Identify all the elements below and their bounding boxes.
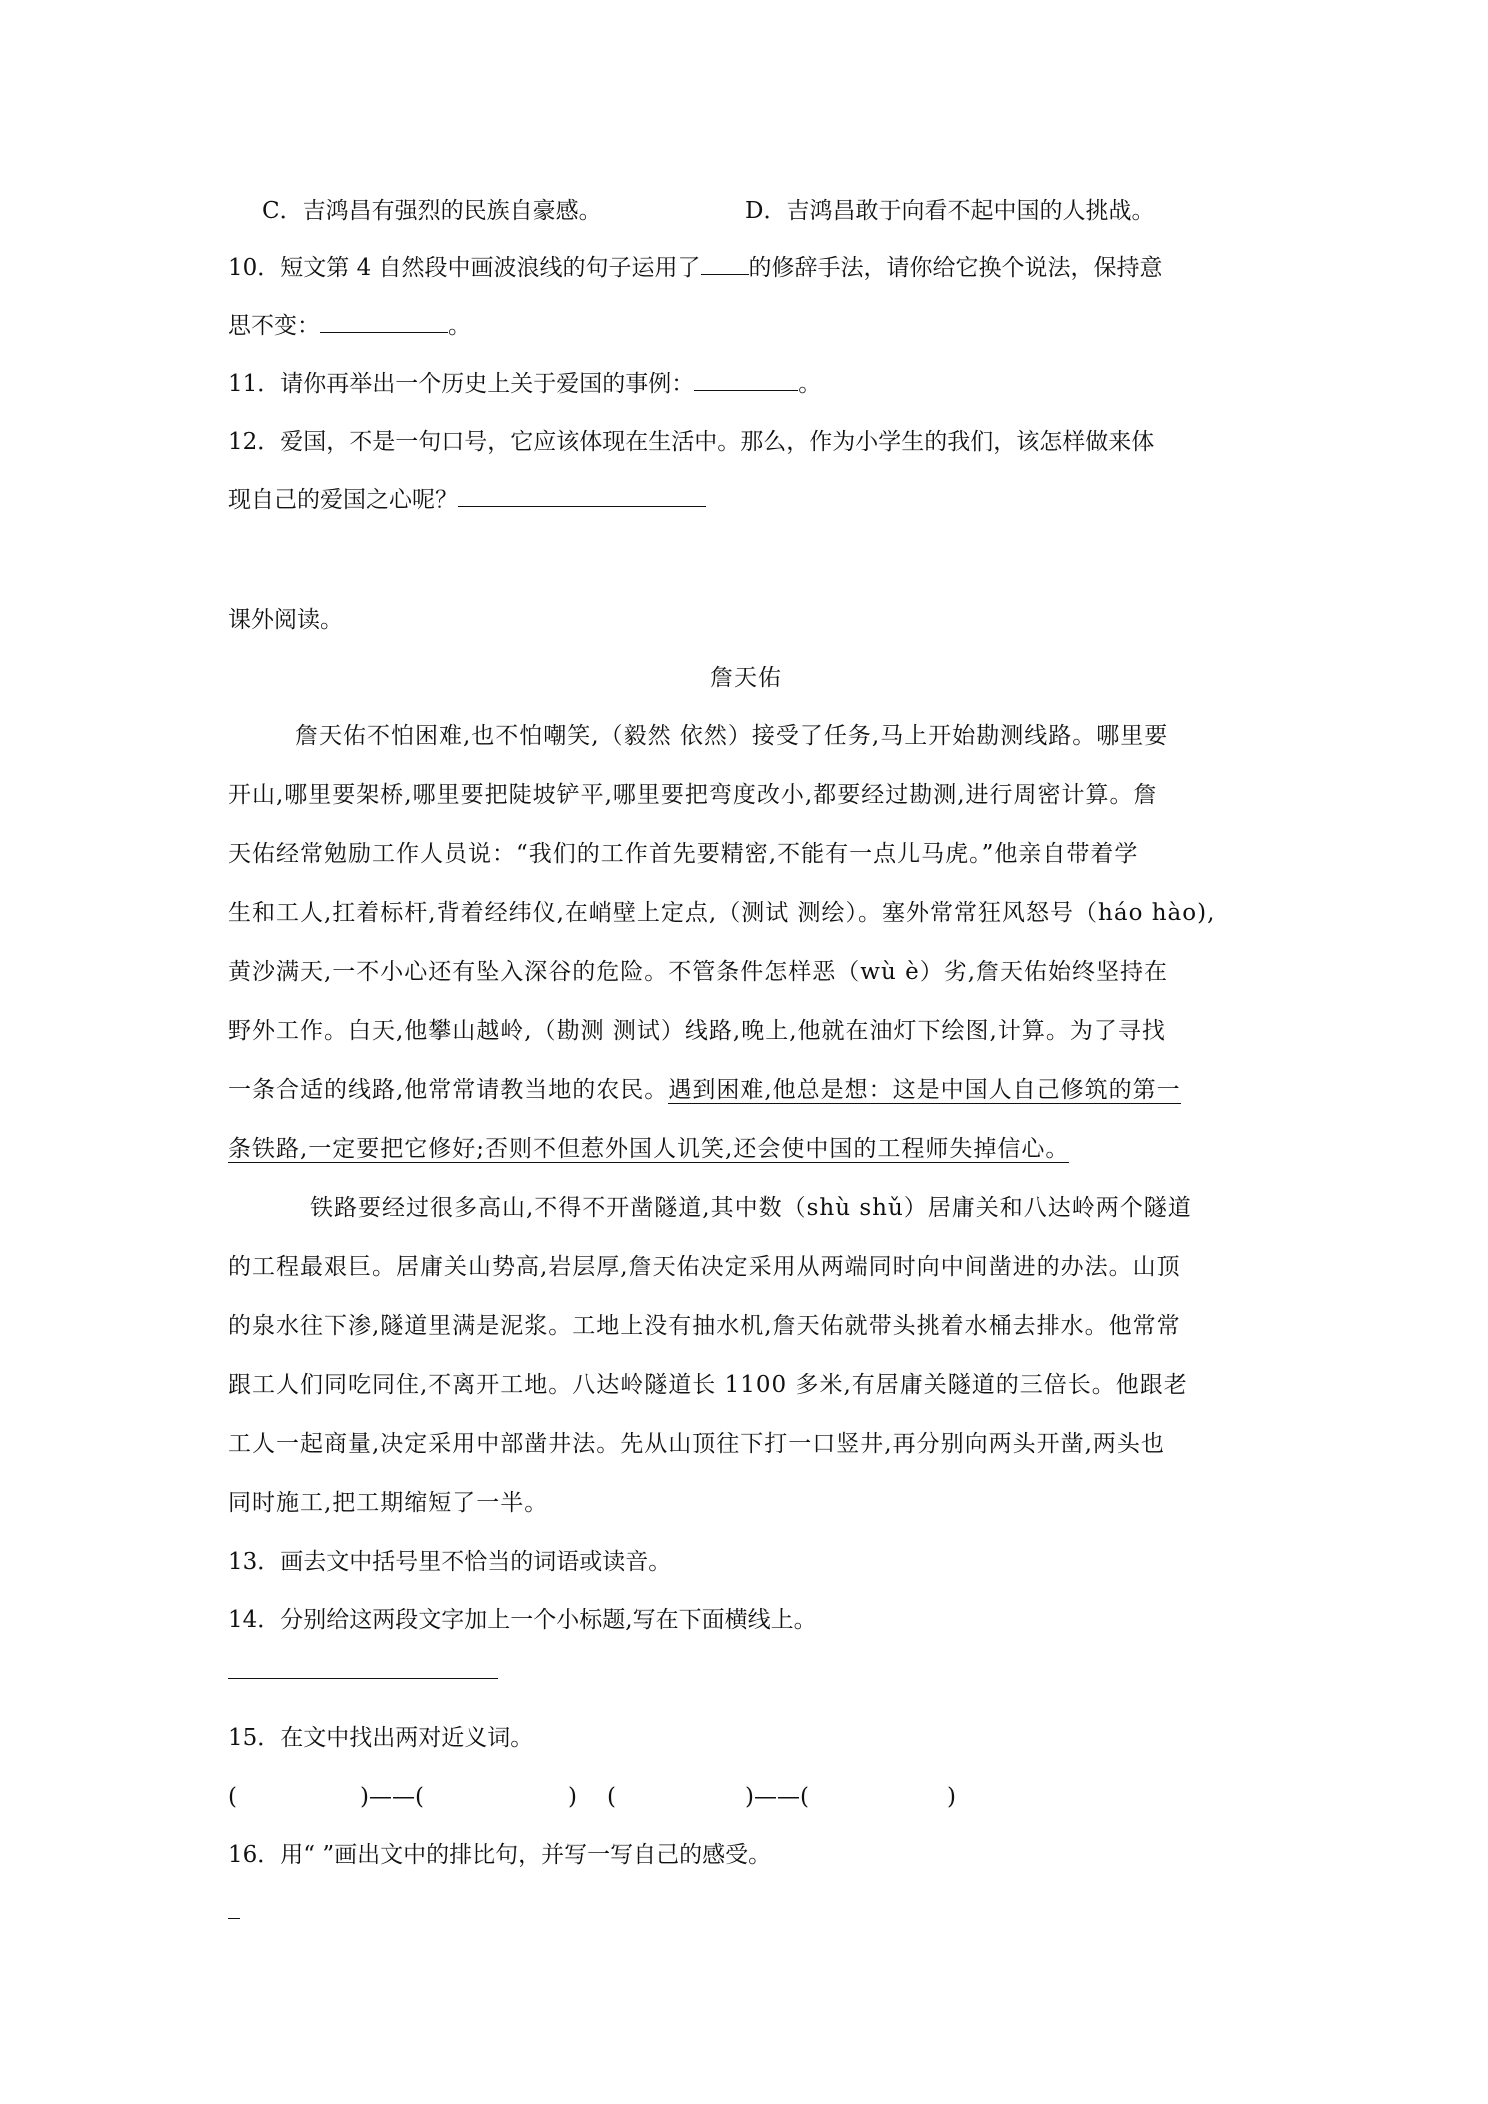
q10-end: 。 (448, 313, 471, 339)
q12-line2-text: 现自己的爱国之心呢？ (228, 487, 458, 513)
q10-blank-rhetoric[interactable] (701, 252, 749, 275)
para2-line2: 的工程最艰巨。居庸关山势高,岩层厚,詹天佑决定采用从两端同时向中间凿进的办法。山顶 (228, 1254, 1181, 1280)
para1-line6: 野外工作。白天,他攀山越岭,（勘测 测试）线路,晚上,他就在油灯下绘图,计算。为了寻找 (228, 1018, 1166, 1044)
para2-line1: 铁路要经过很多高山,不得不开凿隧道,其中数（shù shǔ）居庸关和八达岭两个隧道 (310, 1195, 1192, 1221)
para1-line7 (228, 1070, 1181, 1110)
q11-blank[interactable] (694, 368, 798, 391)
q12-blank[interactable] (458, 484, 706, 507)
q15-pair-2-close: ) (947, 1784, 956, 1810)
q15-pair-2-mid: )——( (745, 1784, 809, 1810)
para1-line8 (228, 1129, 1069, 1169)
q14-answer-line[interactable] (228, 1678, 498, 1679)
para1-line1: 詹天佑不怕困难,也不怕嘲笑,（毅然 依然）接受了任务,马上开始勘测线路。哪里要 (295, 723, 1169, 749)
q13-text: 13．画去文中括号里不恰当的词语或读音。 (228, 1549, 672, 1575)
para2-line6: 同时施工,把工期缩短了一半。 (228, 1490, 549, 1516)
q10-line2 (228, 306, 471, 346)
para2-line5: 工人一起商量,决定采用中部凿井法。先从山顶往下打一口竖井,再分别向两头开凿,两头也 (228, 1431, 1165, 1457)
para2-line4: 跟工人们同吃同住,不离开工地。八达岭隧道长 1100 多米,有居庸关隧道的三倍长。他跟老 (228, 1372, 1188, 1398)
q11-text: 11．请你再举出一个历史上关于爱国的事例： (228, 371, 695, 397)
q16-answer-line[interactable] (228, 1918, 240, 1919)
q15-pair-2-open: ( (607, 1784, 616, 1810)
passage-title: 詹天佑 (710, 665, 782, 691)
q15-text: 15．在文中找出两对近义词。 (228, 1725, 534, 1751)
q12-line1: 12．爱国，不是一句口号，它应该体现在生活中。那么，作为小学生的我们，该怎样做来体 (228, 429, 1155, 455)
q16-text: 16．用“ ”画出文中的排比句，并写一写自己的感受。 (228, 1842, 772, 1868)
q10-line1 (228, 248, 1163, 288)
q15-pair-1-mid: )——( (360, 1784, 424, 1810)
q9-option-d: D．吉鸿昌敢于向看不起中国的人挑战。 (745, 198, 1155, 224)
q15-pair-1-close: ) (568, 1784, 577, 1810)
q10-text-part1: 10．短文第 4 自然段中画波浪线的句子运用了 (228, 255, 701, 281)
para1-line7-plain: 一条合适的线路,他常常请教当地的农民。 (228, 1077, 669, 1103)
para1-line4: 生和工人,扛着标杆,背着经纬仪,在峭壁上定点,（测试 测绘）。塞外常常狂风怒号（háo hào), (228, 900, 1216, 926)
q10-blank-rewrite[interactable] (320, 310, 448, 333)
para1-line2: 开山,哪里要架桥,哪里要把陡坡铲平,哪里要把弯度改小,都要经过勘测,进行周密计算。詹 (228, 782, 1158, 808)
section-title: 课外阅读。 (228, 607, 343, 633)
q10-text-part2: 的修辞手法，请你给它换个说法，保持意 (748, 255, 1163, 281)
para1-line3: 天佑经常勉励工作人员说：“我们的工作首先要精密,不能有一点儿马虎。”他亲自带着学 (228, 841, 1139, 867)
q14-text: 14．分别给这两段文字加上一个小标题,写在下面横线上。 (228, 1607, 817, 1633)
underlined-sentence-part2: 条铁路,一定要把它修好;否则不但惹外国人讥笑,还会使中国的工程师失掉信心。 (228, 1136, 1070, 1162)
q15-pair-1-open: ( (228, 1784, 237, 1810)
underlined-sentence-part1: 遇到困难,他总是想：这是中国人自己修筑的第一 (668, 1077, 1181, 1103)
q10-line2-start: 思不变： (228, 313, 320, 339)
q12-line2 (228, 480, 706, 520)
q9-option-c: C．吉鸿昌有强烈的民族自豪感。 (262, 198, 602, 224)
q11-line (228, 364, 821, 404)
q11-end: 。 (798, 371, 822, 397)
para2-line3: 的泉水往下渗,隧道里满是泥浆。工地上没有抽水机,詹天佑就带头挑着水桶去排水。他常常 (228, 1313, 1181, 1339)
para1-line5: 黄沙满天,一不小心还有坠入深谷的危险。不管条件怎样恶（wù è）劣,詹天佑始终坚持在 (228, 959, 1169, 985)
